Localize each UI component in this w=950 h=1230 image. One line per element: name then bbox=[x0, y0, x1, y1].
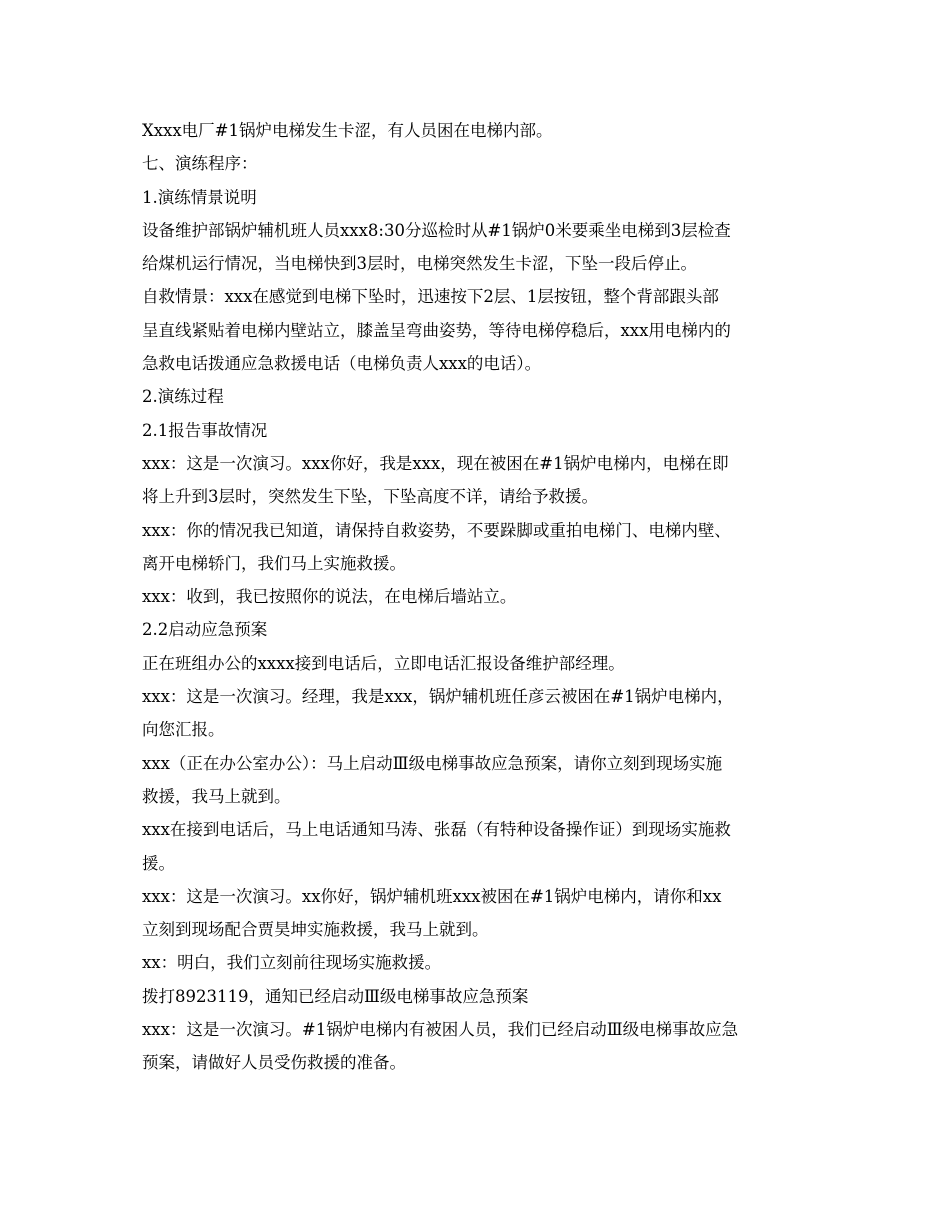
text-line: xxx：这是一次演习。#1锅炉电梯内有被困人员，我们已经启动Ⅲ级电梯事故应急 bbox=[142, 1020, 739, 1040]
subsection-heading: 2.2启动应急预案 bbox=[142, 620, 268, 640]
subsection-heading: 2.演练过程 bbox=[142, 387, 224, 407]
text-line: xxx：收到，我已按照你的说法，在电梯后墙站立。 bbox=[142, 587, 517, 607]
text-line: Xxxx电厂#1锅炉电梯发生卡涩，有人员困在电梯内部。 bbox=[142, 121, 553, 140]
text-line: 急救电话拨通应急救援电话（电梯负责人xxx的电话）。 bbox=[142, 354, 542, 374]
text-line: 呈直线紧贴着电梯内壁站立，膝盖呈弯曲姿势，等待电梯停稳后，xxx用电梯内的 bbox=[142, 320, 731, 340]
text-line: xxx：这是一次演习。xxx你好，我是xxx，现在被困在#1锅炉电梯内，电梯在即 bbox=[142, 453, 729, 473]
subsection-heading: 1.演练情景说明 bbox=[142, 187, 257, 207]
text-line: 拨打8923119，通知已经启动Ⅲ级电梯事故应急预案 bbox=[142, 986, 529, 1006]
subsection-heading: 2.1报告事故情况 bbox=[142, 420, 268, 440]
text-line: xxx：你的情况我已知道，请保持自救姿势，不要跺脚或重拍电梯门、电梯内壁、 bbox=[142, 520, 731, 540]
text-line: xxx：这是一次演习。xx你好，锅炉辅机班xxx被困在#1锅炉电梯内，请你和xx bbox=[142, 886, 722, 906]
text-line: xxx（正在办公室办公）：马上启动Ⅲ级电梯事故应急预案，请你立刻到现场实施 bbox=[142, 753, 723, 773]
section-heading: 七、演练程序： bbox=[142, 154, 258, 174]
text-line: 自救情景：xxx在感觉到电梯下坠时，迅速按下2层、1层按钮，整个背部跟头部 bbox=[142, 287, 719, 307]
text-line: 正在班组办公的xxxx接到电话后，立即电话汇报设备维护部经理。 bbox=[142, 653, 625, 673]
text-line: 预案，请做好人员受伤救援的准备。 bbox=[142, 1053, 406, 1073]
text-line: 离开电梯轿门，我们马上实施救援。 bbox=[142, 553, 406, 573]
text-line: 立刻到现场配合贾昊坤实施救援，我马上就到。 bbox=[142, 920, 489, 940]
text-line: 给煤机运行情况，当电梯快到3层时，电梯突然发生卡涩，下坠一段后停止。 bbox=[142, 254, 697, 274]
text-line: xxx在接到电话后，马上电话通知马涛、张磊（有特种设备操作证）到现场实施救 bbox=[142, 820, 731, 840]
text-line: 救援，我马上就到。 bbox=[142, 786, 291, 806]
document-body bbox=[142, 116, 814, 1082]
text-line: 设备维护部锅炉辅机班人员xxx8:30分巡检时从#1锅炉0米要乘坐电梯到3层检查 bbox=[142, 220, 731, 240]
text-line: xxx：这是一次演习。经理，我是xxx，锅炉辅机班任彦云被困在#1锅炉电梯内， bbox=[142, 687, 734, 707]
text-line: xx：明白，我们立刻前往现场实施救援。 bbox=[142, 953, 442, 973]
text-line: 向您汇报。 bbox=[142, 720, 225, 740]
text-line: 将上升到3层时，突然发生下坠，下坠高度不详，请给予救援。 bbox=[142, 487, 598, 507]
text-line: 援。 bbox=[142, 853, 175, 873]
